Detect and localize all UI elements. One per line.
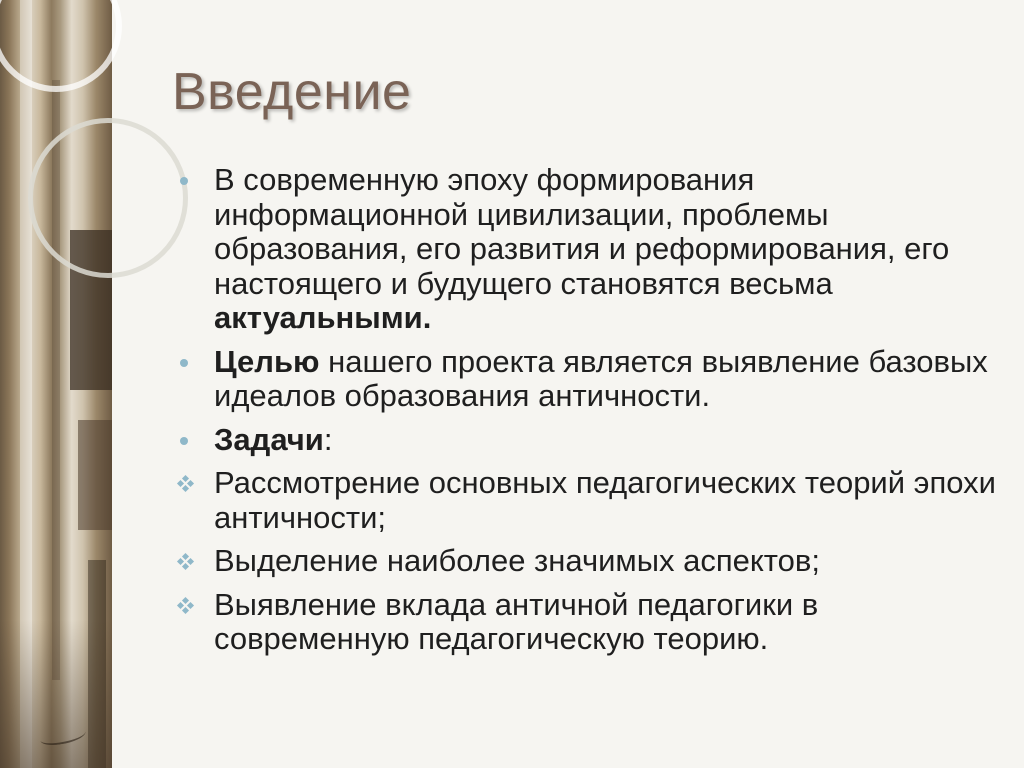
decorative-side-photo: [0, 0, 112, 768]
list-item: [180, 466, 1000, 535]
slide-content-list: [180, 163, 1000, 666]
list-item: [180, 544, 1000, 579]
item-text: Выделение наиболее значимых аспектов;: [214, 543, 820, 578]
item-text: Рассмотрение основных педагогических теорий эпохи античности;: [214, 465, 996, 535]
item-bold-text: Целью: [214, 343, 320, 379]
item-text: В современную эпоху формирования информационной цивилизации, проблемы образования, его развития и реформирования, его настоящего и будущего становятся весьма: [214, 162, 950, 301]
item-bold-text: актуальными.: [214, 300, 432, 335]
diamond-bullet-icon: [178, 598, 194, 614]
list-item: [180, 345, 1000, 414]
list-item: [180, 588, 1000, 657]
list-item: [180, 423, 1000, 458]
item-text: Выявление вклада античной педагогики в современную педагогическую теорию.: [214, 586, 819, 656]
item-text: :: [323, 421, 333, 457]
bullet-dot-icon: [180, 359, 188, 367]
list-item: [180, 163, 1000, 336]
diamond-bullet-icon: [178, 476, 194, 492]
slide-title: Введение: [172, 63, 412, 121]
item-text: нашего проекта является выявление базовых идеалов образования античности.: [214, 343, 988, 413]
diamond-bullet-icon: [178, 554, 194, 570]
item-bold-text: Задачи: [214, 421, 324, 457]
bullet-dot-icon: [180, 437, 188, 445]
bullet-dot-icon: [180, 177, 188, 185]
